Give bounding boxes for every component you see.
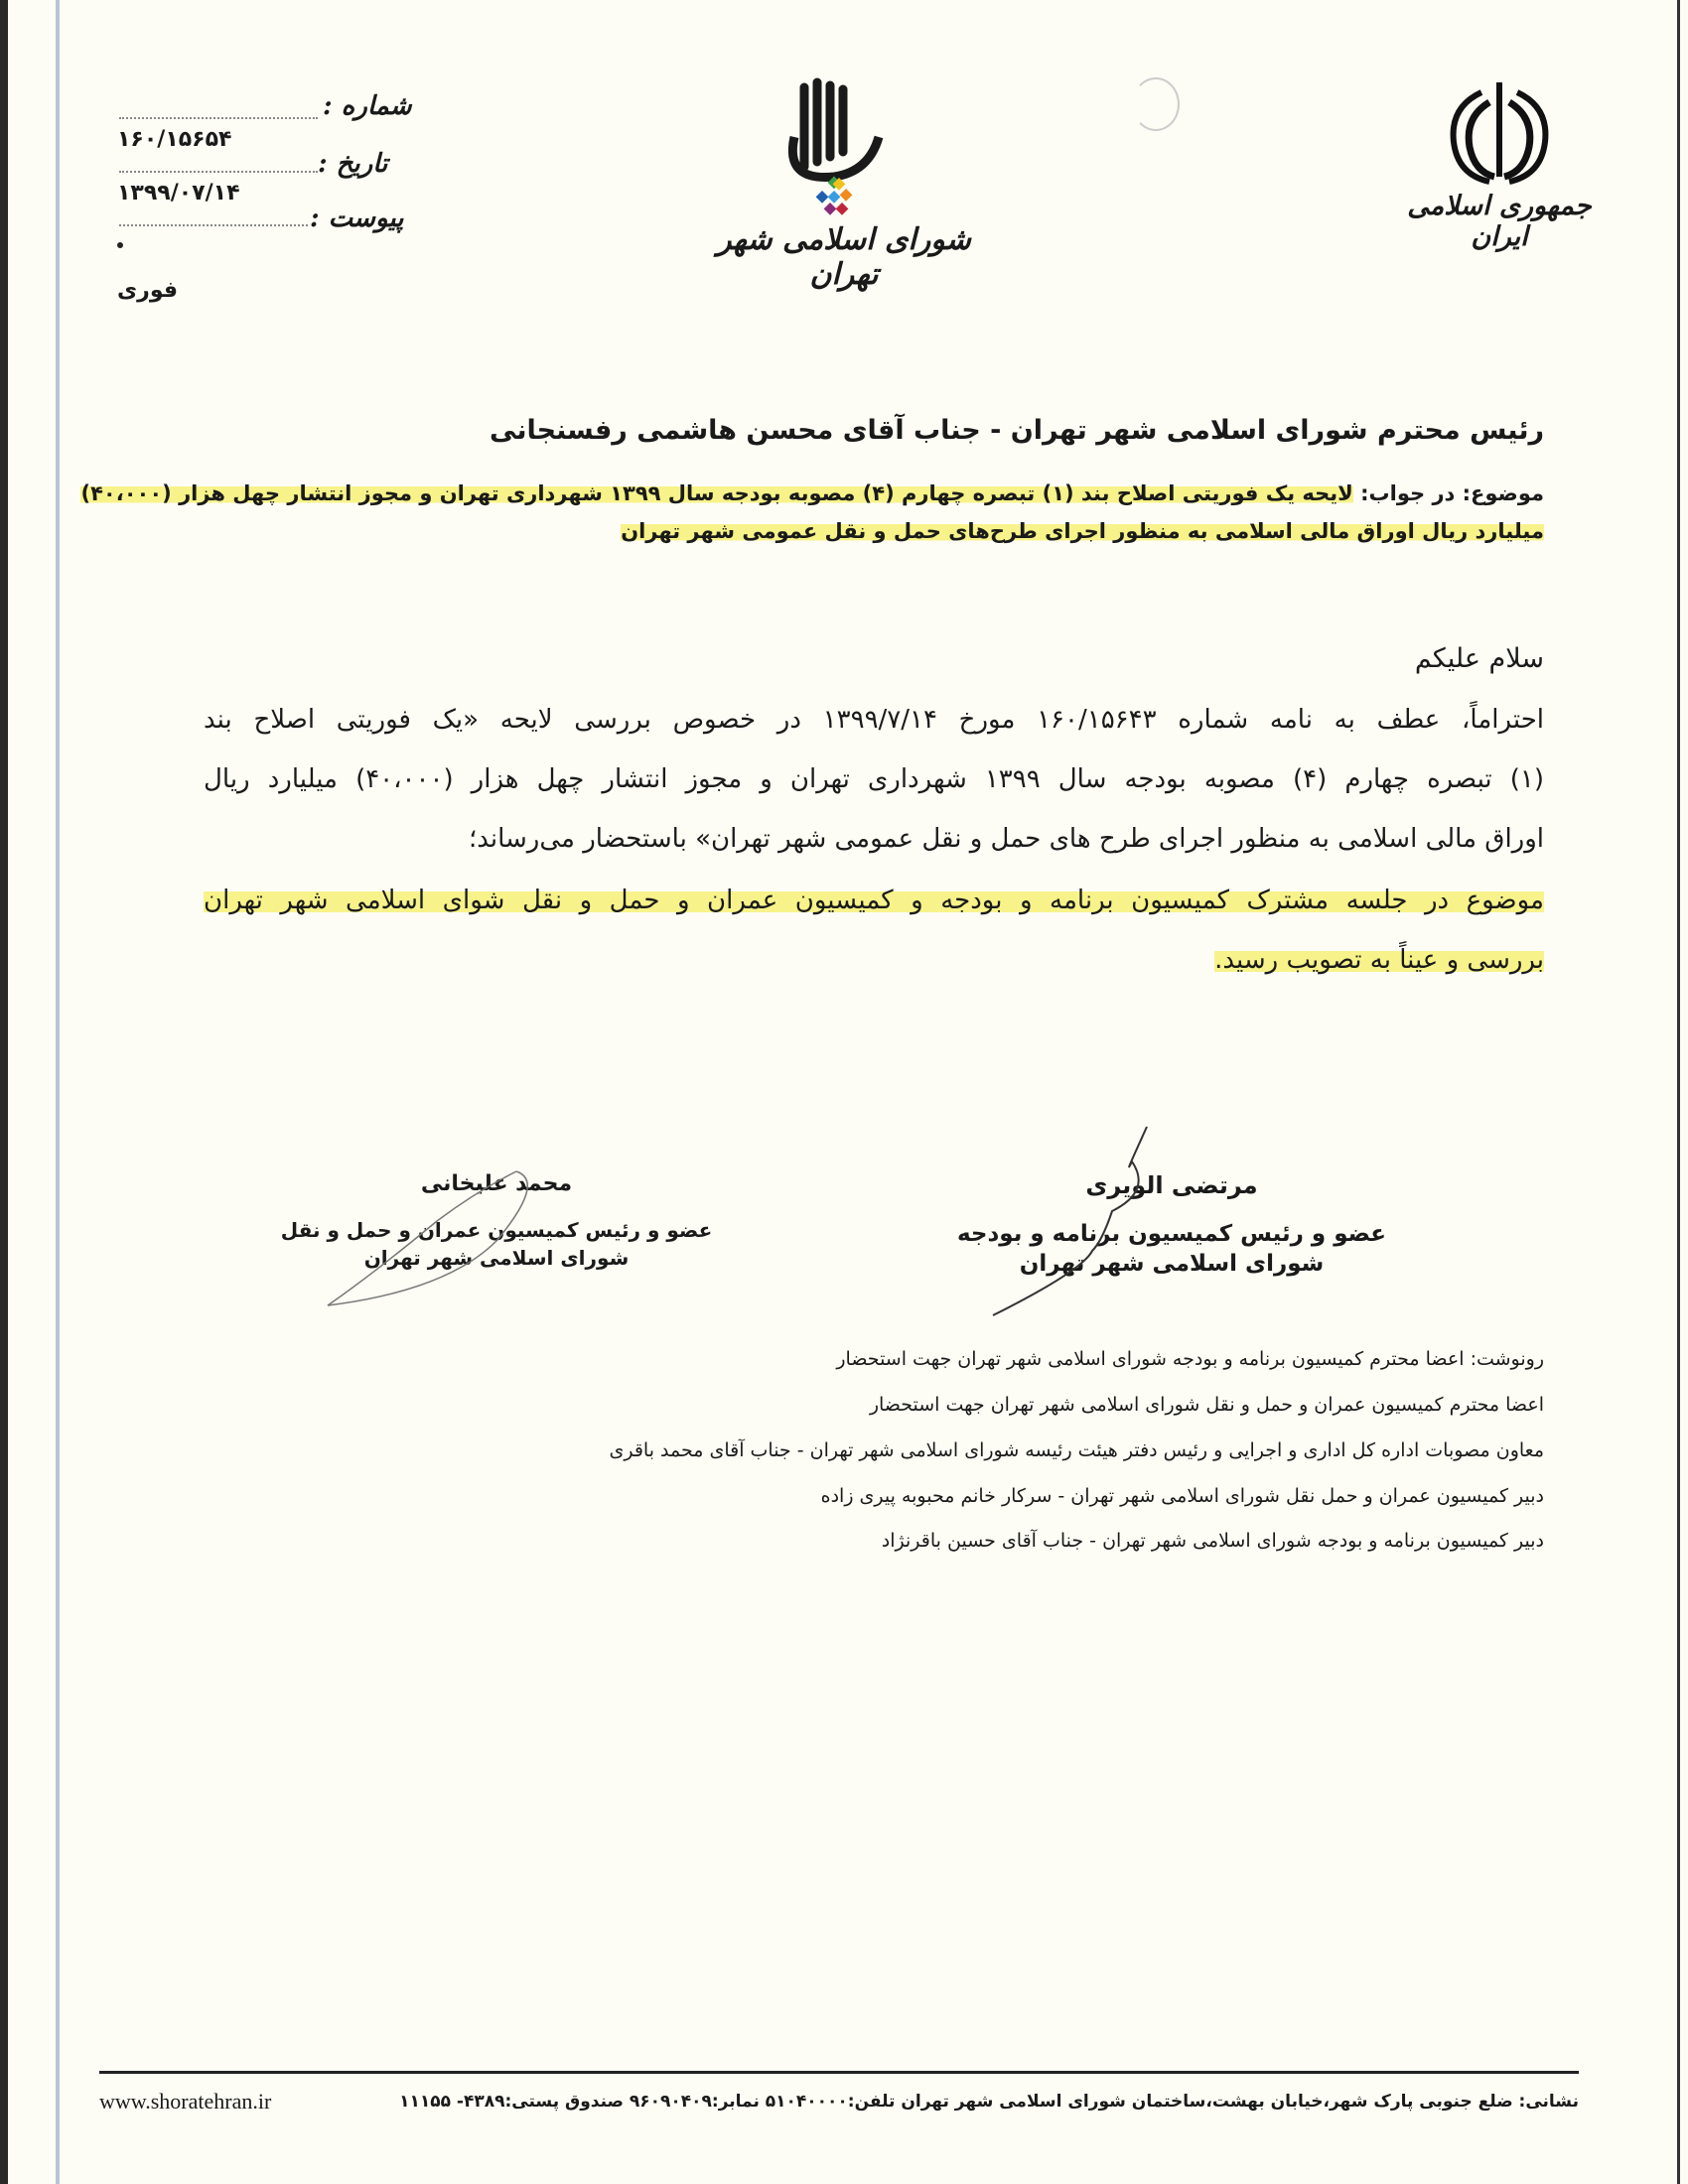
cc-line-4: دبیر کمیسیون عمران و حمل نقل شورای اسلامی شهر تهران - سرکار خانم محبوبه پیری زاده [820, 1485, 1544, 1507]
number-dots [119, 117, 318, 119]
stamp-mark [1132, 77, 1180, 131]
handwritten-signature-left [318, 1161, 536, 1310]
page-margin-line [56, 0, 60, 2184]
scan-edge-right [1677, 0, 1680, 2184]
body-line-4: موضوع در جلسه مشترک کمیسیون برنامه و بودجه و کمیسیون عمران و حمل و نقل شوای اسلامی شهر تهران [204, 886, 1544, 915]
body-line-2: (۱) تبصره چهارم (۴) مصوبه بودجه سال ۱۳۹۹ شهرداری تهران و مجوز انتشار چهل هزار (۴۰،۰۰۰) میلیارد ریال [204, 764, 1545, 794]
signatory-organization: شورای اسلامی شهر تهران [363, 1246, 630, 1270]
scan-edge-left [0, 0, 8, 2184]
signatory-name: محمد علیخانی [420, 1171, 573, 1196]
body-line-1: احتراماً، عطف به نامه شماره ۱۶۰/۱۵۶۴۳ مورخ ۱۳۹۹/۷/۱۴ در خصوص بررسی لایحه «یک فوریتی اصلاح بند [204, 705, 1544, 735]
priority-label: فوری [117, 278, 179, 303]
subject-text-1: لایحه یک فوریتی اصلاح بند (۱) تبصره چهارم (۴) مصوبه بودجه سال ۱۳۹۹ شهرداری تهران و مجوز انتشار چهل هزار (۴۰،۰۰۰) [80, 481, 1353, 505]
subject-line-1 [80, 481, 1544, 505]
footer-divider [99, 2071, 1579, 2074]
council-logo-text: شورای اسلامی شهر تهران [717, 222, 971, 292]
cc-line-5: دبیر کمیسیون برنامه و بودجه شورای اسلامی شهر تهران - جناب آقای حسین باقرنژاد [881, 1530, 1544, 1552]
signatory-title: عضو و رئیس کمیسیون برنامه و بودجه [956, 1221, 1387, 1247]
letter-date: ۱۳۹۹/۰۷/۱۴ [117, 181, 240, 205]
number-label: شماره : [323, 91, 412, 121]
emblem-text: جمهوری اسلامی ایران [1407, 191, 1592, 252]
iran-emblem [1390, 77, 1609, 252]
signatory-organization: شورای اسلامی شهر تهران [1019, 1251, 1325, 1277]
dot-mark [117, 242, 123, 248]
subject-line-2 [621, 519, 1544, 543]
handwritten-signature-right [983, 1122, 1162, 1320]
signatory-title: عضو و رئیس کمیسیون عمران و حمل و نقل [280, 1218, 713, 1242]
council-logo-mark [685, 77, 1003, 216]
date-label: تاریخ : [318, 149, 388, 179]
attachment-dots [119, 224, 308, 226]
footer [99, 2089, 1579, 2115]
cc-line-3: معاون مصوبات اداره کل اداری و اجرایی و رئیس دفتر هیئت رئیسه شورای اسلامی شهر تهران - جناب آقای محمد باقری [609, 1439, 1544, 1461]
date-dots [119, 171, 318, 173]
cc-line-2: اعضا محترم کمیسیون عمران و حمل و نقل شورای اسلامی شهر تهران جهت استحضار [869, 1394, 1544, 1416]
emblem-icon [1390, 77, 1609, 187]
body-line-3: اوراق مالی اسلامی به منظور اجرای طرح های حمل و نقل عمومی شهر تهران» باستحضار می‌رساند؛ [468, 824, 1544, 854]
subject-text-2: میلیارد ریال اوراق مالی اسلامی به منظور اجرای طرح‌های حمل و نقل عمومی شهر تهران [621, 519, 1544, 543]
addressee: رئیس محترم شورای اسلامی شهر تهران - جناب آقای محسن هاشمی رفسنجانی [490, 415, 1544, 446]
footer-address: نشانی: ضلع جنوبی پارک شهر،خیابان بهشت،ساختمان شورای اسلامی شهر تهران تلفن:۵۱۰۴۰۰۰۰ نمابر:۹۶۰۹۰۴۰۹ صندوق پستی:۴۳۸۹- ۱۱۱۵۵ [399, 2092, 1579, 2112]
greeting: سلام علیکم [1414, 643, 1544, 674]
footer-website: www.shoratehran.ir [99, 2089, 272, 2114]
letter-number: ۱۶۰/۱۵۶۵۴ [117, 127, 232, 152]
subject-label: موضوع: در جواب: [1360, 481, 1544, 505]
signatory-name: مرتضی الویری [1085, 1171, 1258, 1199]
attachment-label: پیوست : [310, 204, 404, 233]
body-line-5: بررسی و عیناً به تصویب رسید. [1214, 945, 1544, 975]
tehran-council-logo [685, 77, 1003, 292]
cc-line-1: رونوشت: اعضا محترم کمیسیون برنامه و بودجه شورای اسلامی شهر تهران جهت استحضار [836, 1348, 1544, 1370]
